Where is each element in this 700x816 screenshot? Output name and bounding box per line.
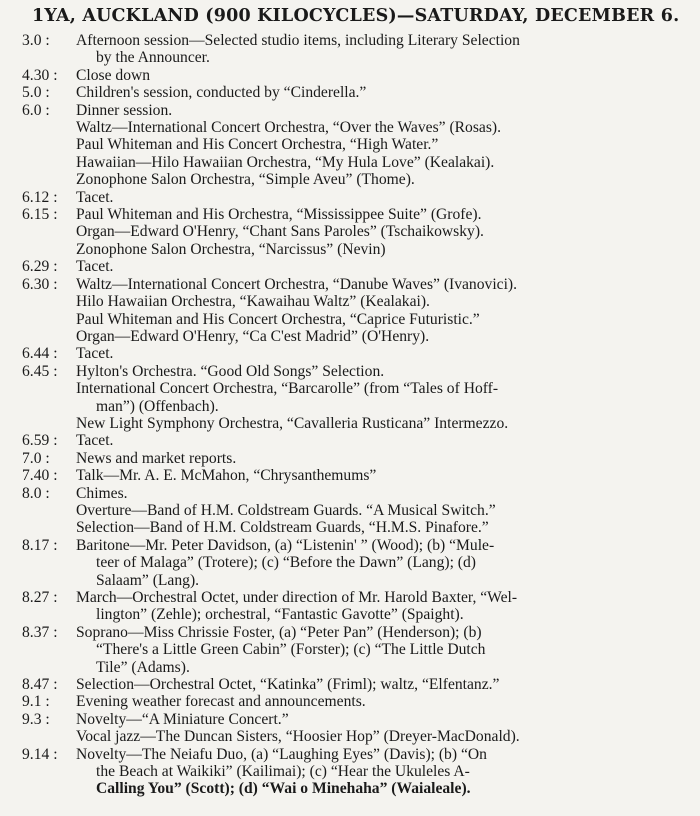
entry-time: 5.0 : [22,84,50,102]
entry-time: 8.37 : [22,623,58,641]
entry-line: Soprano—Miss Chrissie Foster, (a) “Peter Pan” (Henderson); (b) [76,623,482,641]
program-entry [22,32,692,67]
entry-items [76,450,692,467]
entry-time: 6.15 : [22,206,58,224]
entry-items [76,84,692,101]
entry-line: Hylton's Orchestra. “Good Old Songs” Selection. [76,362,385,380]
entry-line: Hawaiian—Hilo Hawaiian Orchestra, “My Hula Love” (Kealakai). [76,153,495,171]
entry-items [76,32,692,67]
entry-items [76,258,692,275]
entry-line: International Concert Orchestra, “Barcarolle” (from “Tales of Hoff- [76,380,499,398]
entry-line: Tacet. [76,432,114,450]
entry-line: Selection—Band of H.M. Coldstream Guards, “H.M.S. Pinafore.” [76,519,489,537]
entry-time: 3.0 : [22,32,50,49]
program-entry [22,345,692,362]
program-entry [22,746,692,798]
entry-items [76,206,692,258]
program-entry [22,258,692,275]
entry-line: Baritone—Mr. Peter Davidson, (a) “Listenin' ” (Wood); (b) “Mule- [76,536,495,554]
program-entry [22,102,692,189]
entry-line: Dinner session. [76,101,173,119]
entry-time: 6.30 : [22,275,58,293]
program-entry [22,589,692,624]
entry-line: Close down [76,66,151,84]
entry-line: Overture—Band of H.M. Coldstream Guards. “A Musical Switch.” [76,501,496,519]
entry-line: Paul Whiteman and His Concert Orchestra, “High Water.” [76,136,439,154]
entry-line: Organ—Edward O'Henry, “Chant Sans Paroles” (Tschaikowsky). [76,223,484,241]
entry-time: 8.0 : [22,484,50,502]
program-listing [22,32,692,798]
program-entry [22,363,692,433]
entry-time: 7.40 : [22,467,58,485]
entry-line: Zonophone Salon Orchestra, “Simple Aveu” (Thome). [76,171,415,189]
entry-line: Evening weather forecast and announcements. [76,693,366,711]
entry-line: man”) (Offenbach). [96,397,219,415]
entry-items [76,102,692,189]
entry-time: 8.27 : [22,589,58,606]
program-entry [22,276,692,346]
entry-line: Tile” (Adams). [96,658,190,676]
program-entry [22,676,692,693]
entry-line: Vocal jazz—The Duncan Sisters, “Hoosier Hop” (Dreyer-MacDonald). [76,728,520,746]
entry-line: Zonophone Salon Orchestra, “Narcissus” (Nevin) [76,240,386,258]
entry-line: by the Announcer. [96,49,210,67]
entry-time: 8.47 : [22,676,58,694]
entry-line: Hilo Hawaiian Orchestra, “Kawaihau Waltz” (Kealakai). [76,293,430,311]
entry-items [76,432,692,449]
entry-time: 9.3 : [22,710,50,728]
entry-time: 6.44 : [22,345,58,363]
entry-time: 7.0 : [22,449,50,467]
entry-time: 9.1 : [22,693,50,711]
entry-items [76,67,692,84]
station-heading: 1YA, AUCKLAND (900 KILOCYCLES)—SATURDAY, DECEMBER 6. [32,6,680,26]
entry-line: teer of Malaga” (Trotere); (c) “Before the Dawn” (Lang); (d) [96,554,476,572]
entry-line: Tacet. [76,188,114,206]
entry-line: Waltz—International Concert Orchestra, “Danube Waves” (Ivanovici). [76,275,518,293]
entry-time: 6.59 : [22,432,58,450]
entry-line: Paul Whiteman and His Concert Orchestra, “Caprice Futuristic.” [76,310,480,328]
program-entry [22,189,692,206]
entry-line: Calling You” (Scott); (d) “Wai o Minehaha” (Waialeale). [96,780,471,798]
program-entry [22,467,692,484]
entry-items [76,363,692,433]
entry-line: Waltz—International Concert Orchestra, “Over the Waves” (Rosas). [76,119,501,137]
entry-time: 8.17 : [22,536,58,554]
entry-items [76,624,692,676]
entry-time: 9.14 : [22,745,58,763]
entry-time: 6.45 : [22,362,58,380]
program-entry [22,693,692,710]
entry-line: Salaam” (Lang). [96,571,200,589]
entry-items [76,711,692,746]
entry-items [76,537,692,589]
entry-line: Paul Whiteman and His Orchestra, “Mississippee Suite” (Grofe). [76,206,482,224]
program-entry [22,450,692,467]
entry-line: Novelty—The Neiafu Duo, (a) “Laughing Eyes” (Davis); (b) “On [76,745,487,763]
entry-line: News and market reports. [76,449,237,467]
entry-line: Chimes. [76,484,128,502]
program-entry [22,84,692,101]
entry-line: lington” (Zehle); orchestral, “Fantastic Gavotte” (Spaight). [96,606,464,624]
program-entry [22,206,692,258]
program-entry [22,485,692,537]
entry-items [76,467,692,484]
entry-items [76,276,692,346]
entry-items [76,589,692,624]
entry-line: Talk—Mr. A. E. McMahon, “Chrysanthemums” [76,467,377,485]
entry-time: 6.29 : [22,258,58,276]
entry-items [76,485,692,537]
entry-line: Afternoon session—Selected studio items, including Literary Selection [76,32,520,49]
entry-line: Tacet. [76,258,114,276]
entry-line: the Beach at Waikiki” (Kailimai); (c) “Hear the Ukuleles A- [96,763,470,781]
program-entry [22,624,692,676]
entry-line: Novelty—“A Miniature Concert.” [76,710,289,728]
entry-items [76,676,692,693]
entry-items [76,746,692,798]
entry-items [76,345,692,362]
entry-line: New Light Symphony Orchestra, “Cavalleria Rusticana” Intermezzo. [76,414,509,432]
program-entry [22,711,692,746]
entry-line: Selection—Orchestral Octet, “Katinka” (Friml); waltz, “Elfentanz.” [76,676,500,694]
entry-time: 4.30 : [22,66,58,84]
entry-time: 6.12 : [22,188,58,206]
entry-line: Children's session, conducted by “Cinderella.” [76,84,367,102]
entry-items [76,693,692,710]
program-entry [22,67,692,84]
entry-time: 6.0 : [22,101,50,119]
program-entry [22,537,692,589]
entry-line: Tacet. [76,345,114,363]
entry-line: Organ—Edward O'Henry, “Ca C'est Madrid” (O'Henry). [76,327,430,345]
program-entry [22,432,692,449]
entry-line: “There's a Little Green Cabin” (Forster); (c) “The Little Dutch [96,641,486,659]
entry-items [76,189,692,206]
entry-line: March—Orchestral Octet, under direction of Mr. Harold Baxter, “Wel- [76,589,518,606]
